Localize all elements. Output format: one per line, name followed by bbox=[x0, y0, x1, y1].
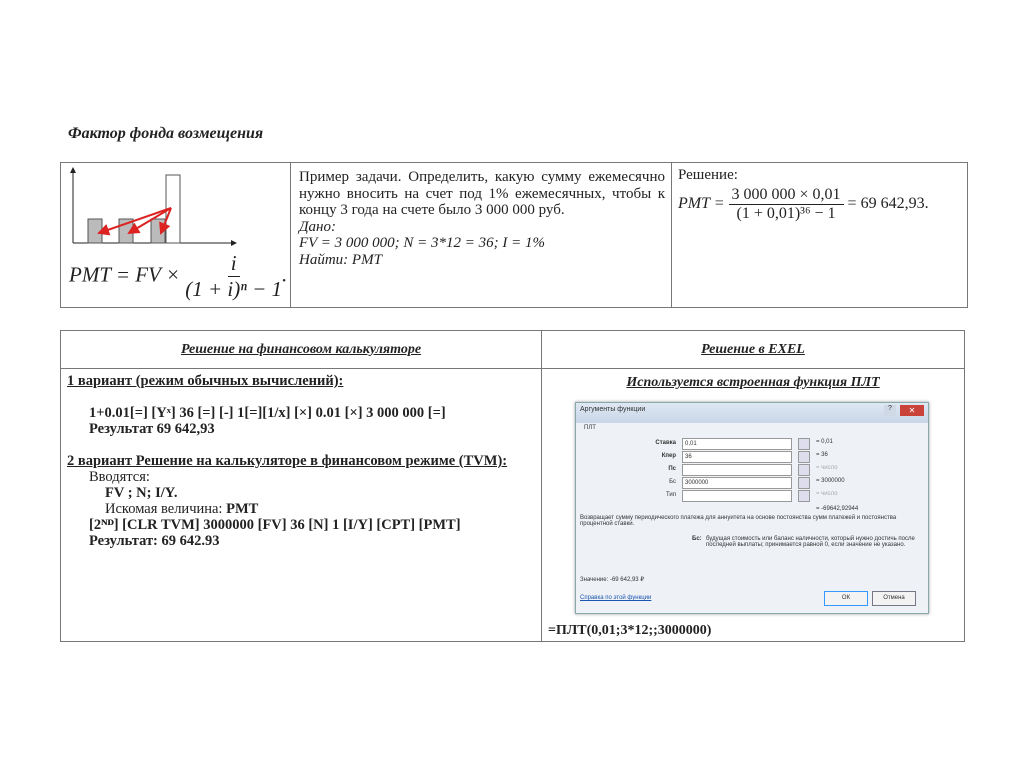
excel-header: Решение в EXEL bbox=[542, 331, 965, 369]
dialog-title: Аргументы функции bbox=[576, 403, 928, 423]
arg-input[interactable] bbox=[682, 464, 792, 476]
arg-row: Ставка 0,01 = 0,01 bbox=[616, 438, 856, 449]
close-icon[interactable]: ✕ bbox=[900, 405, 924, 416]
arg-input[interactable]: 3000000 bbox=[682, 477, 792, 489]
collapse-icon[interactable] bbox=[798, 490, 810, 502]
excel-cell: Используется встроенная функция ПЛТ =ПЛТ(0,01;3*12;;3000000) bbox=[542, 369, 965, 642]
cash-flow-diagram bbox=[61, 163, 290, 258]
collapse-icon[interactable] bbox=[798, 451, 810, 463]
task-cell: Пример задачи. Определить, какую сумму ежемесячно нужно вносить на счет под 1% ежемесячных, чтобы к концу 3 года на счете было 3 000 000 руб. Дано: FV = 3 000 000; N = 3*12 = 36; I = 1% Найти: PMT bbox=[291, 163, 672, 308]
calc-cell: 1 вариант (режим обычных вычислений): 1+0.01[=] [Yˣ] 36 [=] [-] 1[=][1/x] [×] 0.01 [×] 3 000 000 [=] Результат 69 642,93 2 вариант Решение на калькуляторе в финансовом режиме (TVM): Вводятся: FV ; N; I/Y. Искомая величина: PMT [2ᴺᴰ] [CLR TVM] 3000000 [FV] 36 [N] 1 [I/Y] [CPT] [PMT] Результат: 69 642.93 bbox=[61, 369, 542, 642]
function-arguments-dialog: Аргументы функции ? ✕ ПЛТ Ставка 0,01 = 0,01 Кпер 36 = 36 Пс = число Бс 3000000 = 3000000 Тип = число = -69642,92944 Возвращает сумму периодического платежа для аннуитета на основе постоянства сумм платежей и постоянства процентной ставки. Бс: будущая стоимость или баланс наличности, который нужно достичь после последней выплаты; принимается равной 0, если значение не указано. Значение: -69 642,93 ₽ Справка по этой функции ОК Отмена bbox=[575, 402, 929, 614]
top-table bbox=[60, 162, 968, 308]
collapse-icon[interactable] bbox=[798, 464, 810, 476]
cancel-button[interactable]: Отмена bbox=[872, 591, 916, 606]
excel-formula: =ПЛТ(0,01;3*12;;3000000) bbox=[548, 623, 712, 638]
page-title: Фактор фонда возмещения bbox=[68, 125, 264, 142]
collapse-icon[interactable] bbox=[798, 438, 810, 450]
arg-input[interactable]: 0,01 bbox=[682, 438, 792, 450]
arg-input[interactable] bbox=[682, 490, 792, 502]
arg-row: Бс 3000000 = 3000000 bbox=[616, 477, 856, 488]
solution-cell: Решение: PMT = $\frac{3 000 000 \times 0,01}{\text{(1 + 0,01)³⁶ − 1}}$ = 69 642,93. bbox=[672, 163, 968, 308]
arg-input[interactable]: 36 bbox=[682, 451, 792, 463]
calc-header: Решение на финансовом калькуляторе bbox=[61, 331, 542, 369]
sinking-fund-formula: PMT = FV × $\frac{i}{\text{(1 + i)ⁿ − 1}}$ . bbox=[69, 251, 288, 301]
arg-row: Кпер 36 = 36 bbox=[616, 451, 856, 462]
ok-button[interactable]: ОК bbox=[824, 591, 868, 606]
collapse-icon[interactable] bbox=[798, 477, 810, 489]
arg-row: Тип = число bbox=[616, 490, 856, 501]
arg-row: Пс = число bbox=[616, 464, 856, 475]
diagram-cell bbox=[61, 163, 291, 308]
help-icon[interactable]: ? bbox=[884, 405, 896, 416]
help-link[interactable]: Справка по этой функции bbox=[580, 595, 652, 601]
